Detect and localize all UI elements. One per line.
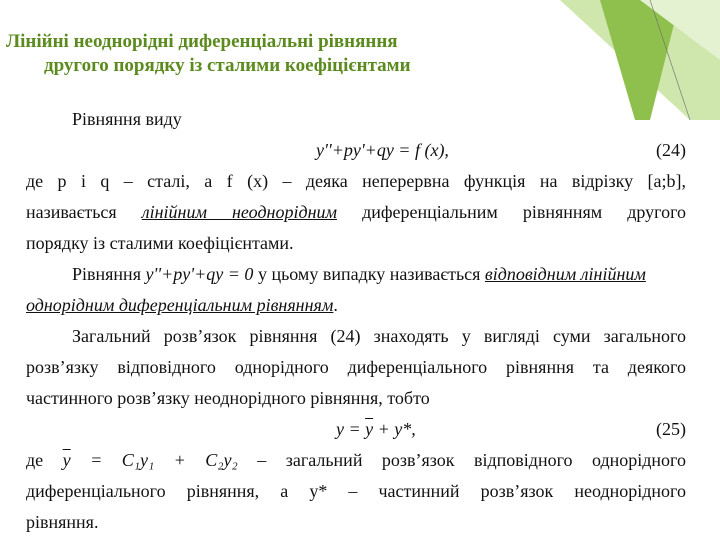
term-homogeneous-diff-eq: однорідним диференціальним рівнянням xyxy=(26,295,334,315)
eq25-ybar: $\overline{y}$ xyxy=(365,419,374,439)
paragraph-3-line-2 xyxy=(26,290,686,321)
paragraph-4-line-1: Загальний розв’язок рівняння (24) знаходять у вигляді суми загального xyxy=(72,326,686,346)
title-line-1: Лінійні неоднорідні диференціальні рівняння xyxy=(6,31,398,52)
slide-title xyxy=(6,30,526,78)
p5-ybar: $\overline{y}$ xyxy=(62,450,71,470)
equation-25-row xyxy=(26,414,686,445)
equation-25-number: (25) xyxy=(656,419,686,439)
paragraph-3-line-1 xyxy=(26,259,686,290)
paragraph-5-line-3: рівняння. xyxy=(26,512,99,532)
eq25-y: y = xyxy=(336,419,366,439)
equation-25 xyxy=(336,414,416,445)
p3-end: . xyxy=(333,295,338,315)
paragraph-5-line-1 xyxy=(26,445,686,476)
p5-eq: = C₁y₁ + C₂y₂ xyxy=(70,450,238,470)
decorative-green-shapes xyxy=(540,0,720,120)
homogeneous-equation: y''+py'+qy = 0 xyxy=(145,264,254,284)
eq25-rest: + y*, xyxy=(373,419,416,439)
title-line-2: другого порядку із сталими коефіцієнтами xyxy=(44,55,411,76)
paragraph-4-line-2: розв’язку відповідного однорідного диференціального рівняння та деякого xyxy=(26,357,686,377)
paragraph-4-line-3: частинного розв’язку неоднорідного рівняння, тобто xyxy=(26,388,430,408)
paragraph-2-line-2 xyxy=(26,197,686,228)
paragraph-2-line-1: де p і q – сталі, а f (x) – деяка неперервна функція на відрізку [a;b], xyxy=(26,171,686,191)
p3-post: у цьому випадку називається xyxy=(257,264,481,284)
paragraph-2-line-3: порядку із сталими коефіцієнтами. xyxy=(26,233,294,253)
p5-post: – загальний розв’язок відповідного однорідного xyxy=(257,450,686,470)
equation-24-number: (24) xyxy=(656,140,686,160)
p5-de: де xyxy=(26,450,44,470)
p2-pre: називається xyxy=(26,202,117,222)
p3-pre: Рівняння xyxy=(72,264,141,284)
term-corresponding-linear: відповідним лінійним xyxy=(484,264,646,284)
general-solution-formula xyxy=(63,450,238,470)
p2-post: диференціальним рівнянням другого xyxy=(362,202,686,222)
paragraph-5-line-2: диференціального рівняння, а y* – частинний розв’язок неоднорідного xyxy=(26,481,686,501)
document-body xyxy=(26,104,686,538)
equation-24: y''+py'+qy = f (x), xyxy=(316,140,449,160)
paragraph-intro: Рівняння виду xyxy=(72,109,182,129)
equation-24-row xyxy=(26,135,686,166)
term-linear-nonhomogeneous: лінійним неоднорідним xyxy=(141,202,338,222)
